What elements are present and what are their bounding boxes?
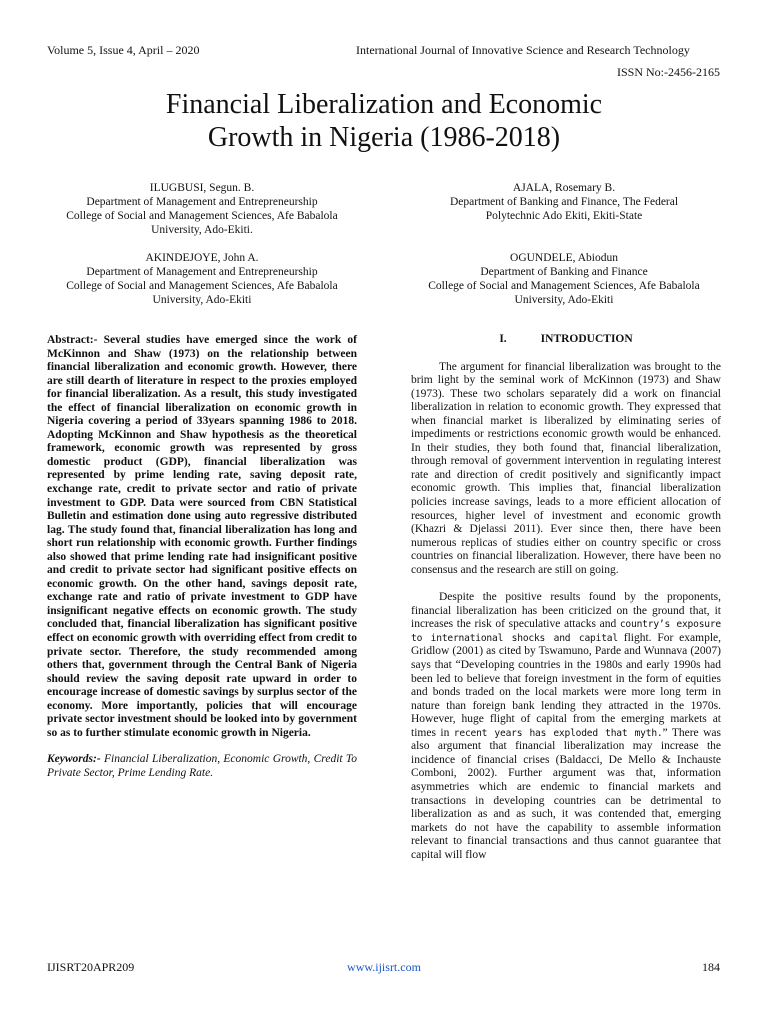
- author-affiliation: Department of Management and Entrepreneurship: [86, 196, 318, 208]
- page-number: 184: [702, 960, 720, 974]
- author-affiliation: Department of Banking and Finance: [480, 266, 648, 278]
- journal-name: International Journal of Innovative Science and Research Technology: [356, 43, 690, 57]
- left-column: [47, 334, 357, 781]
- keywords-text: Financial Liberalization, Economic Growth, Credit To Private Sector, Prime Lending Rate.: [47, 753, 357, 779]
- author-name: ILUGBUSI, Segun. B.: [149, 182, 255, 194]
- para-text: ” There was also argument that financial liberalization may increase the incidence of financial crises (Baldacci, De Mello & Inchauste Comboni, 2002). Further argument was that, information asymmetries which are endemic to financial markets and transactions in developing countries can be detrimental to liberalization as and as such, it was contended that, emerging markets do not have the capability to assemble information relevant to financial transactions and thus cannot guarantee that capital will flow: [411, 726, 722, 861]
- section-heading: [411, 333, 721, 347]
- author-affiliation: University, Ado-Ekiti: [152, 294, 252, 306]
- author-affiliation: University, Ado-Ekiti.: [151, 224, 253, 236]
- title-line-2: Growth in Nigeria (1986-2018): [207, 122, 561, 153]
- keywords-label: Keywords:-: [47, 753, 101, 766]
- section-number: I.: [499, 333, 507, 345]
- issn: ISSN No:-2456-2165: [616, 65, 720, 79]
- para-text: Despite the positive results found by the proponents, financial liberalization has been criticized on the ground that, it increases the risk of speculative attacks and: [411, 591, 721, 631]
- para-text: flight. For example, Gridlow (2001) as cited by Tswamuno, Parde and Wunnava (2007) says that “Developing countries in the 1980s and early 1990s had been led to believe that foreign investment in the form of equities and bonds traded on the local markets were more long term in nature than foreign bank lending they attracted in the 1970s. However, huge flight of capital from the emerging markets at times in: [411, 631, 721, 739]
- right-column: [411, 333, 721, 862]
- abstract: Abstract:- Several studies have emerged since the work of McKinnon and Shaw (1973) on the relationship between financial liberalization and economic growth. However, there are still dearth of literature in respect to the proxies employed for financial liberalization. As a result, this study investigated the effect of financial liberalization on economic growth in Nigeria covering a period of 33years spanning 1986 to 2018. Adopting McKinnon and Shaw hypothesis as the theoretical framework, economic growth was represented by gross domestic product (GDP), financial liberalization was represented by prime lending rate, saving deposit rate, exchange rate, credit to private sector and ratio of private investment to GDP. Data were sourced from CBN Statistical Bulletin and estimation done using auto regressive distributed lag. The study found that, financial liberalization has long and short run relationship with economic growth. Further findings also showed that prime lending rate had insignificant positive and credit to private sector had significant positive effects on economic growth. On the other hand, savings deposit rate, exchange rate and ratio of private investment to GDP have insignificant negative effects on economic growth. The study concluded that, financial liberalization has significant positive effect on economic growth with overriding effect from credit to private sector. Therefore, the study recommended among others that, government through the Central Bank of Nigeria should review the saving deposit rate upward in order to encourage increase of domestic savings by surplus sector of the economy. More importantly, policies that will encourage private sector investment should be looked into by government so as to further stimulate economic growth in Nigeria.: [47, 334, 357, 739]
- author-name: AKINDEJOYE, John A.: [145, 252, 259, 264]
- author-affiliation: Polytechnic Ado Ekiti, Ekiti-State: [485, 210, 643, 222]
- paper-title: [0, 88, 768, 154]
- author-affiliation: Department of Management and Entrepreneurship: [86, 266, 318, 278]
- author-block-1: [42, 181, 362, 237]
- author-block-3: [42, 251, 362, 307]
- keywords: [47, 753, 357, 780]
- para-text-mono: country’s exposure to international shocks and capital: [411, 619, 722, 644]
- para-text-mono: recent years has exploded that myth.: [453, 727, 663, 739]
- author-affiliation: College of Social and Management Sciences, Afe Babalola: [428, 280, 700, 292]
- author-affiliation: College of Social and Management Sciences, Afe Babalola: [66, 280, 338, 292]
- author-affiliation: College of Social and Management Sciences, Afe Babalola: [66, 210, 338, 222]
- author-name: OGUNDELE, Abiodun: [510, 252, 618, 264]
- title-line-1: Financial Liberalization and Economic: [165, 89, 603, 120]
- author-name: AJALA, Rosemary B.: [512, 182, 616, 194]
- author-affiliation: Department of Banking and Finance, The Federal: [449, 196, 679, 208]
- journal-url[interactable]: www.ijisrt.com: [347, 960, 421, 974]
- intro-paragraph-1: The argument for financial liberalization was brought to the brim light by the seminal work of McKinnon (1973) and Shaw (1973). These two scholars separately did a work on financial liberalization in relation to economic growth. They expressed that when financial market is liberalized by eliminating series of impediments or restrictions economic growth would be enhanced. In their studies, they both found that, financial liberalization, through removal of government intervention in regulating interest rate and direction of credit positively and significantly impact economic growth. This implies that, financial liberalization policies increase savings, leads to a more efficient allocation of resources, higher level of investment and economic growth (Khazri & Djelassi 2011). Ever since then, there have been numerous replicas of studies either on country specific or cross countries on financial liberalization. However, there have been no consensus and the research are still on going.: [411, 360, 721, 576]
- volume-issue: Volume 5, Issue 4, April – 2020: [47, 43, 200, 57]
- intro-paragraph-2: [411, 591, 721, 862]
- section-title: INTRODUCTION: [540, 333, 633, 345]
- paper-code: IJISRT20APR209: [47, 960, 135, 974]
- author-block-4: [404, 251, 724, 307]
- author-block-2: [404, 181, 724, 223]
- author-affiliation: University, Ado-Ekiti: [514, 294, 614, 306]
